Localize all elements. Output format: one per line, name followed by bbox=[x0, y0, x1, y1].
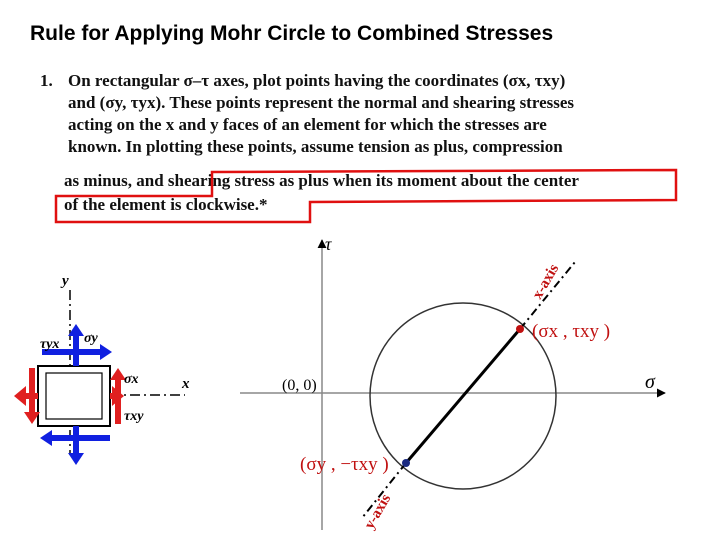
origin-label: (0, 0) bbox=[282, 377, 317, 394]
rule-number: 1. bbox=[40, 71, 53, 90]
rule-line-6: of the element is clockwise.* bbox=[64, 195, 268, 214]
circle-diameter bbox=[406, 329, 520, 463]
sigma-x-label: σx bbox=[124, 372, 139, 387]
mohr-circle-diagram bbox=[240, 234, 665, 532]
rule-line-4: known. In plotting these points, assume tension as plus, compression bbox=[68, 137, 563, 156]
point-y bbox=[402, 459, 410, 467]
rule-line-2: and (σy, τyx). These points represent the normal and shearing stresses bbox=[68, 93, 575, 112]
tau-axis-label: τ bbox=[325, 234, 332, 254]
tau-yx-label: τyx bbox=[40, 337, 60, 352]
rule-line-5: as minus, and shearing stress as plus when its moment about the center bbox=[64, 171, 579, 190]
highlight-box bbox=[56, 170, 676, 222]
tau-xy-label: τxy bbox=[124, 409, 144, 424]
slide-title: Rule for Applying Mohr Circle to Combined Stresses bbox=[30, 22, 554, 45]
rule-line-3: acting on the x and y faces of an element for which the stresses are bbox=[68, 115, 547, 134]
element-x-label: x bbox=[182, 376, 190, 392]
sigma-axis-label: σ bbox=[645, 371, 655, 393]
normal-arrow-left bbox=[14, 386, 26, 406]
y-axis-label: y-axis bbox=[361, 491, 395, 532]
stress-element bbox=[14, 273, 190, 465]
rule-line-1: On rectangular σ–τ axes, plot points having the coordinates (σx, τxy) bbox=[68, 71, 566, 90]
x-axis-label: x-axis bbox=[529, 261, 563, 302]
point-y-label: (σy , −τxy ) bbox=[300, 454, 389, 475]
element-y-label: y bbox=[62, 273, 69, 289]
point-x bbox=[516, 325, 524, 333]
sigma-y-label: σy bbox=[84, 331, 98, 346]
point-x-label: (σx , τxy ) bbox=[532, 321, 611, 342]
